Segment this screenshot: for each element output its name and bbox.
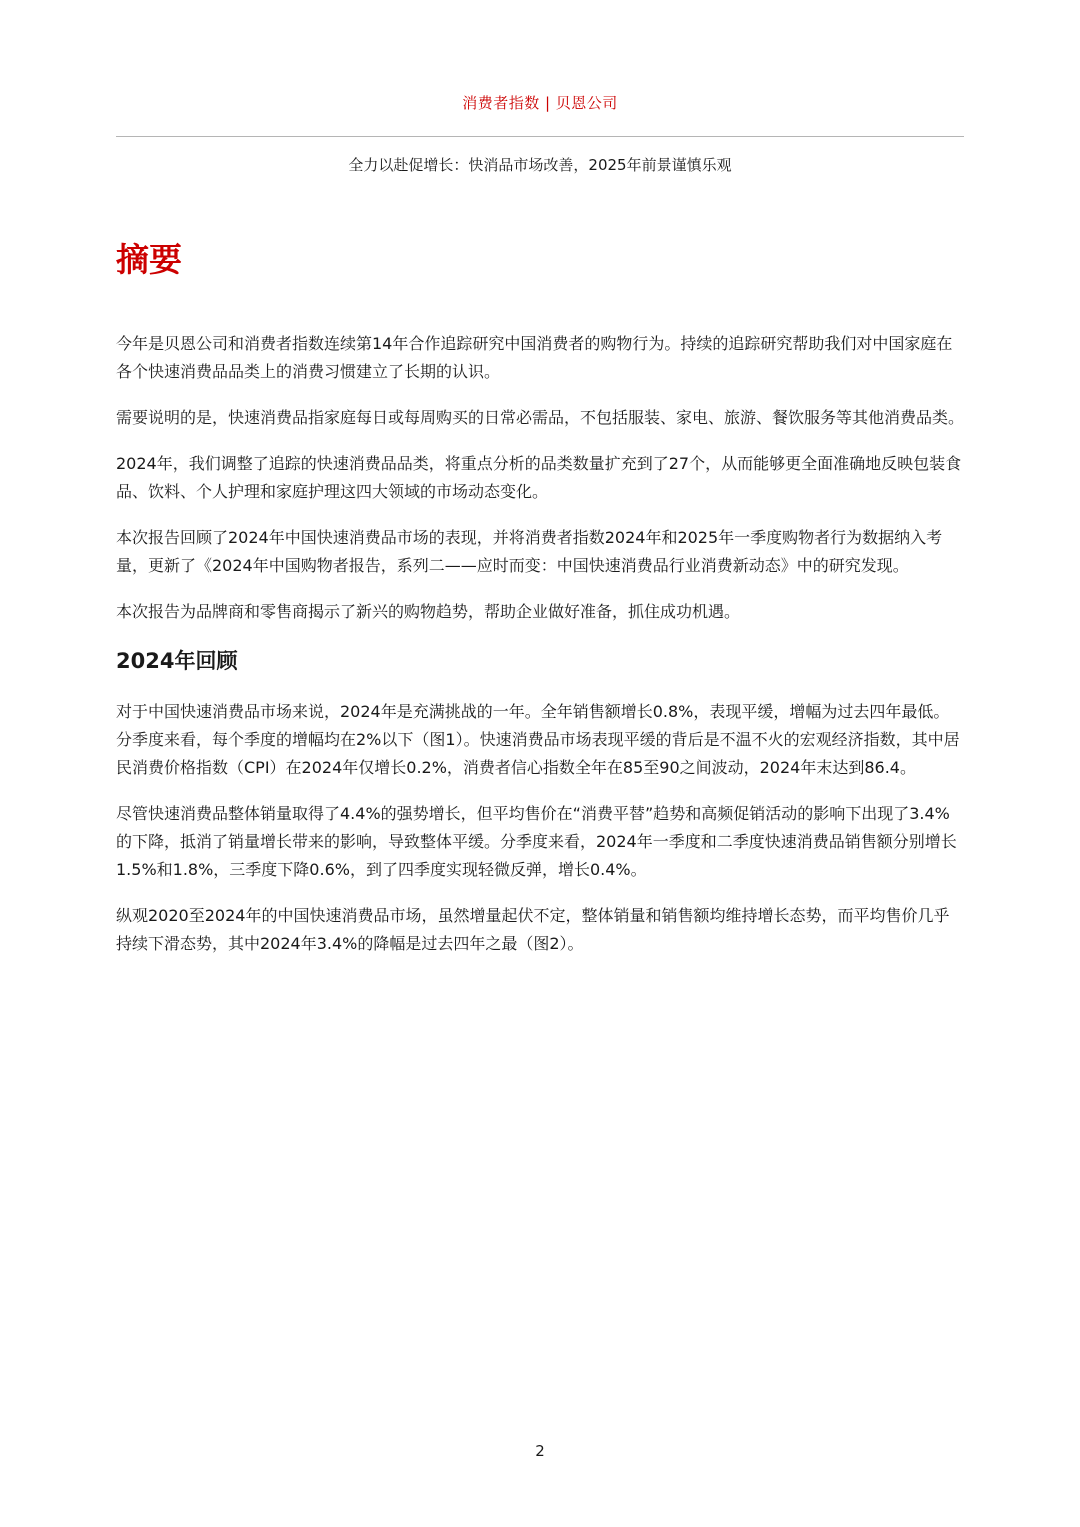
summary-paragraph-2: 需要说明的是，快速消费品指家庭每日或每周购买的日常必需品，不包括服装、家电、旅游、餐饮服务等其他消费品类。 [116,408,965,427]
header-divider [116,136,964,137]
page-number: 2 [535,1442,545,1460]
review-paragraph-3: 纵观2020至2024年的中国快速消费品市场，虽然增量起伏不定，整体销量和销售额均维持增长态势，而平均售价几乎持续下滑态势，其中2024年3.4%的降幅是过去四年之最（图2）。 [116,906,950,953]
summary-paragraph-1: 今年是贝恩公司和消费者指数连续第14年合作追踪研究中国消费者的购物行为。持续的追踪研究帮助我们对中国家庭在各个快速消费品品类上的消费习惯建立了长期的认识。 [116,334,953,381]
summary-heading: 摘要 [116,240,182,279]
summary-paragraph-3: 2024年，我们调整了追踪的快速消费品品类，将重点分析的品类数量扩充到了27个，从而能够更全面准确地反映包装食品、饮料、个人护理和家庭护理这四大领域的市场动态变化。 [116,454,962,501]
main-content [116,238,964,958]
review-paragraph-2: 尽管快速消费品整体销量取得了4.4%的强势增长，但平均售价在“消费平替”趋势和高频促销活动的影响下出现了3.4%的下降，抵消了销量增长带来的影响，导致整体平缓。分季度来看，2024年一季度和二季度快速消费品销售额分别增长1.5%和1.8%，三季度下降0.6%，到了四季度实现轻微反弹，增长0.4%。 [116,804,957,879]
report-subtitle: 全力以赴促增长：快消品市场改善，2025年前景谨慎乐观 [348,156,732,174]
summary-paragraph-5: 本次报告为品牌商和零售商揭示了新兴的购物趋势，帮助企业做好准备，抓住成功机遇。 [116,602,741,621]
summary-paragraph-4: 本次报告回顾了2024年中国快速消费品市场的表现，并将消费者指数2024年和2025年一季度购物者行为数据纳入考量，更新了《2024年中国购物者报告，系列二——应时而变：中国快速消费品行业消费新动态》中的研究发现。 [116,528,943,575]
header-brand: 消费者指数 | 贝恩公司 [462,94,618,112]
review-heading: 2024年回顾 [116,649,238,673]
review-paragraph-1: 对于中国快速消费品市场来说，2024年是充满挑战的一年。全年销售额增长0.8%，表现平缓，增幅为过去四年最低。分季度来看，每个季度的增幅均在2%以下（图1）。快速消费品市场表现平缓的背后是不温不火的宏观经济指数，其中居民消费价格指数（CPI）在2024年仅增长0.2%，消费者信心指数全年在85至90之间波动，2024年末达到86.4。 [116,702,960,777]
